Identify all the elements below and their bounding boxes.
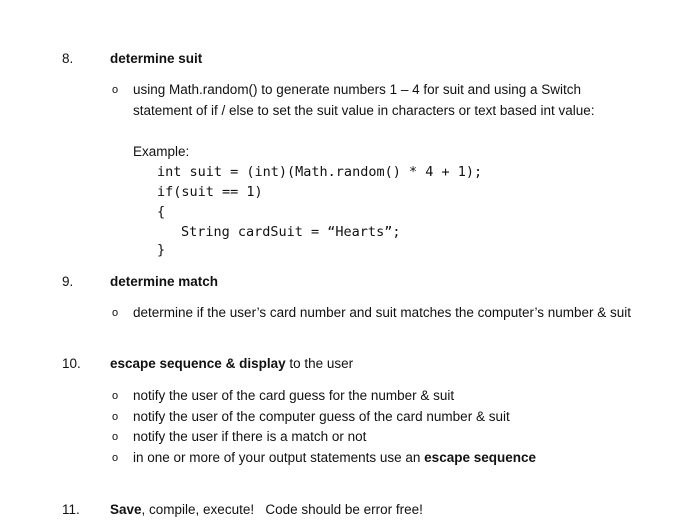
item-heading <box>110 273 218 291</box>
code-line: String cardSuit = “Hearts”; <box>181 224 401 240</box>
example-label: Example: <box>133 144 190 159</box>
item-number: 11. <box>62 502 80 517</box>
bullet-text <box>133 449 536 467</box>
bullet-icon: o <box>112 431 119 443</box>
heading-rest: to the user <box>285 356 354 371</box>
bullet-text: notify the user if there is a match or not <box>133 429 367 444</box>
code-line: int suit = (int)(Math.random() * 4 + 1); <box>157 164 483 180</box>
item-heading <box>110 501 423 519</box>
code-line: if(suit == 1) <box>157 184 263 200</box>
item-number: 8. <box>62 51 74 66</box>
bullet-text-plain: in one or more of your output statements use an <box>133 450 425 465</box>
heading-rest: , compile, execute! Code should be error free! <box>141 502 423 517</box>
bullet-icon: o <box>112 390 119 402</box>
code-line: { <box>157 204 166 220</box>
item-heading <box>110 50 202 68</box>
bullet-text: notify the user of the computer guess of the card number & suit <box>133 409 510 424</box>
bullet-text: using Math.random() to generate numbers 1 – 4 for suit and using a Switch <box>133 82 581 97</box>
item-heading <box>110 355 353 373</box>
heading-text: determine match <box>110 274 219 289</box>
bullet-text: notify the user of the card guess for the number & suit <box>133 388 455 403</box>
bullet-text: statement of if / else to set the suit value in characters or text based int value: <box>133 103 595 118</box>
bullet-icon: o <box>112 452 119 464</box>
heading-text: determine suit <box>110 51 203 66</box>
heading-text: Save <box>110 502 142 517</box>
bullet-icon: o <box>112 411 119 423</box>
heading-text: escape sequence & display <box>110 356 286 371</box>
bullet-icon: o <box>112 307 119 319</box>
bullet-text-bold: escape sequence <box>424 450 536 465</box>
bullet-text: determine if the user’s card number and suit matches the computer’s number & suit <box>133 305 631 320</box>
bullet-icon: o <box>112 84 119 96</box>
item-number: 10. <box>62 356 81 371</box>
code-line: } <box>157 242 166 258</box>
item-number: 9. <box>62 274 74 289</box>
